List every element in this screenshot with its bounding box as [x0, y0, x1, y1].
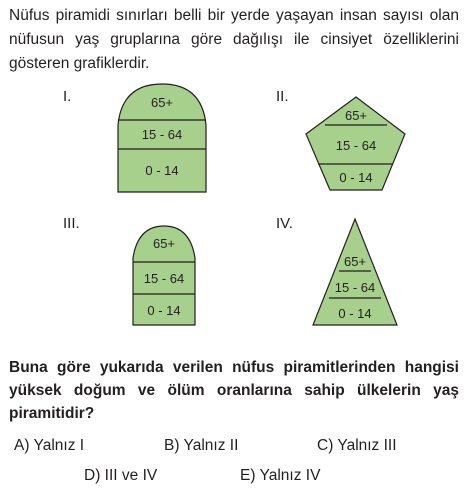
question-text: Buna göre yukarıda verilen nüfus piramitlerinden hangisi yüksek doğum ve ölüm oranlarına sahip ülkelerin yaş piramitidir?: [9, 359, 459, 422]
option-c[interactable]: C) Yalnız III: [317, 437, 397, 454]
pyramid-1-group-0-14: 0 - 14: [145, 163, 179, 178]
pyramid-4-group-65: 65+: [343, 254, 367, 269]
figure-1-label: I.: [63, 88, 72, 105]
pyramid-3-group-65: 65+: [152, 236, 176, 251]
pyramid-2-group-0-14: 0 - 14: [339, 170, 373, 185]
figure-4-label: IV.: [276, 215, 293, 232]
pyramid-4: [313, 219, 397, 325]
pyramid-3: [133, 226, 195, 325]
pyramid-2: [306, 97, 405, 190]
option-e[interactable]: E) Yalnız IV: [240, 467, 321, 484]
figure-3-label: III.: [63, 215, 80, 232]
pyramid-3-group-0-14: 0 - 14: [147, 303, 181, 318]
pyramid-2-group-65: 65+: [344, 108, 368, 123]
pyramid-1: [118, 84, 206, 192]
intro-paragraph: Nüfus piramidi sınırları belli bir yerde yaşayan insan sayısı olan nüfusun yaş gruplarına göre dağılışı ile cinsiyet özelliklerini gösteren grafiklerdir.: [9, 7, 459, 72]
pyramid-3-group-15-64: 15 - 64: [143, 271, 185, 286]
pyramid-2-group-15-64: 15 - 64: [335, 138, 377, 153]
option-a[interactable]: A) Yalnız I: [14, 437, 85, 454]
pyramid-1-group-15-64: 15 - 64: [141, 127, 183, 142]
pyramid-4-group-0-14: 0 - 14: [338, 306, 372, 321]
option-d[interactable]: D) III ve IV: [84, 467, 158, 484]
figure-2-label: II.: [276, 88, 289, 105]
option-b[interactable]: B) Yalnız II: [164, 437, 239, 454]
pyramid-4-group-15-64: 15 - 64: [334, 280, 376, 295]
pyramid-1-group-65: 65+: [150, 95, 174, 110]
